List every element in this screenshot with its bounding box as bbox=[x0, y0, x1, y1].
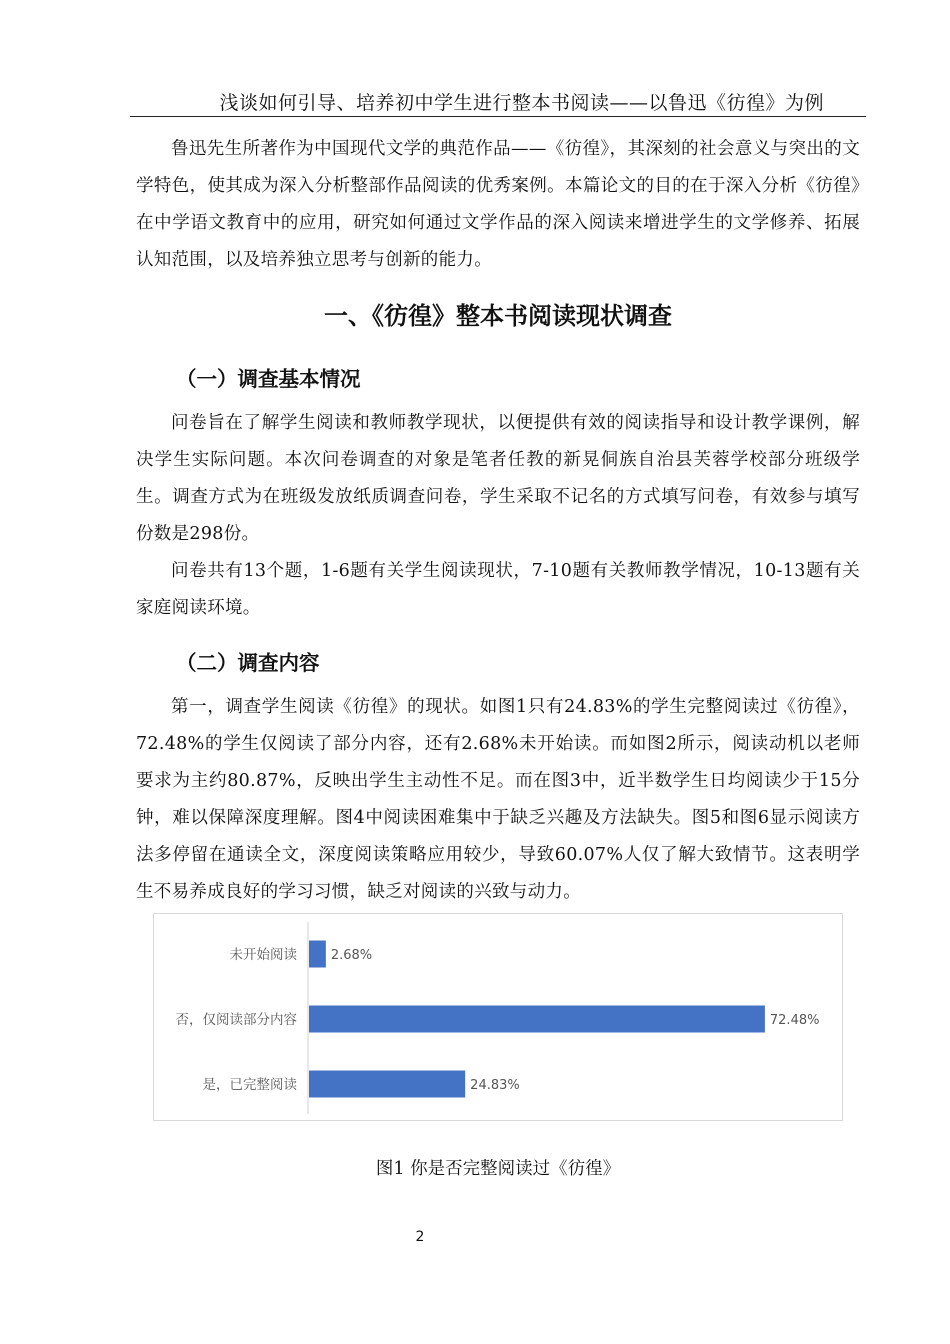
intro-paragraph: 鲁迅先生所著作为中国现代文学的典范作品——《彷徨》，其深刻的社会意义与突出的文学特色，使其成为深入分析整部作品阅读的优秀案例。本篇论文的目的在于深入分析《彷徨》在中学语文教育中的应用，研究如何通过文学作品的深入阅读来增进学生的文学修养、拓展认知范围，以及培养独立思考与创新的能力。 bbox=[136, 139, 860, 270]
bar bbox=[309, 941, 326, 968]
data-label: 24.83% bbox=[470, 1078, 520, 1093]
survey-questions-paragraph: 问卷共有13个题，1-6题有关学生阅读现状，7-10题有关教师教学情况，10-13题有关家庭阅读环境。 bbox=[136, 561, 860, 618]
bar bbox=[309, 1006, 765, 1033]
category-label: 是，已完整阅读 bbox=[202, 1077, 297, 1093]
bar bbox=[309, 1071, 465, 1098]
section-title: 一、《彷徨》整本书阅读现状调查 bbox=[324, 302, 672, 330]
subsection-title-1: （一）调查基本情况 bbox=[176, 367, 361, 391]
subsection-title-2: （二）调查内容 bbox=[176, 651, 320, 675]
page-header: 浅谈如何引导、培养初中学生进行整本书阅读——以鲁迅《彷徨》为例 bbox=[219, 92, 824, 114]
page-number: 2 bbox=[415, 1229, 425, 1245]
bar-chart bbox=[153, 913, 843, 1121]
header-rule bbox=[130, 116, 866, 117]
chart-svg bbox=[154, 914, 844, 1122]
survey-basic-paragraph: 问卷旨在了解学生阅读和教师教学现状，以便提供有效的阅读指导和设计教学课例，解决学生实际问题。本次问卷调查的对象是笔者任教的新晃侗族自治县芙蓉学校部分班级学生。调查方式为在班级发放纸质调查问卷，学生采取不记名的方式填写问卷，有效参与填写份数是298份。 bbox=[136, 413, 860, 544]
category-label: 未开始阅读 bbox=[229, 947, 297, 963]
figure-caption: 图1 你是否完整阅读过《彷徨》 bbox=[375, 1159, 621, 1179]
category-label: 否，仅阅读部分内容 bbox=[175, 1012, 297, 1028]
survey-content-paragraph: 第一，调查学生阅读《彷徨》的现状。如图1只有24.83%的学生完整阅读过《彷徨》，72.48%的学生仅阅读了部分内容，还有2.68%未开始读。而如图2所示，阅读动机以老师要求为主约80.87%，反映出学生主动性不足。而在图3中，近半数学生日均阅读少于15分钟，难以保障深度理解。图4中阅读困难集中于缺乏兴趣及方法缺失。图5和图6显示阅读方法多停留在通读全文，深度阅读策略应用较少，导致60.07%人仅了解大致情节。这表明学生不易养成良好的学习习惯，缺乏对阅读的兴致与动力。 bbox=[136, 697, 860, 902]
data-label: 72.48% bbox=[769, 1013, 820, 1028]
data-label: 2.68% bbox=[330, 948, 373, 963]
